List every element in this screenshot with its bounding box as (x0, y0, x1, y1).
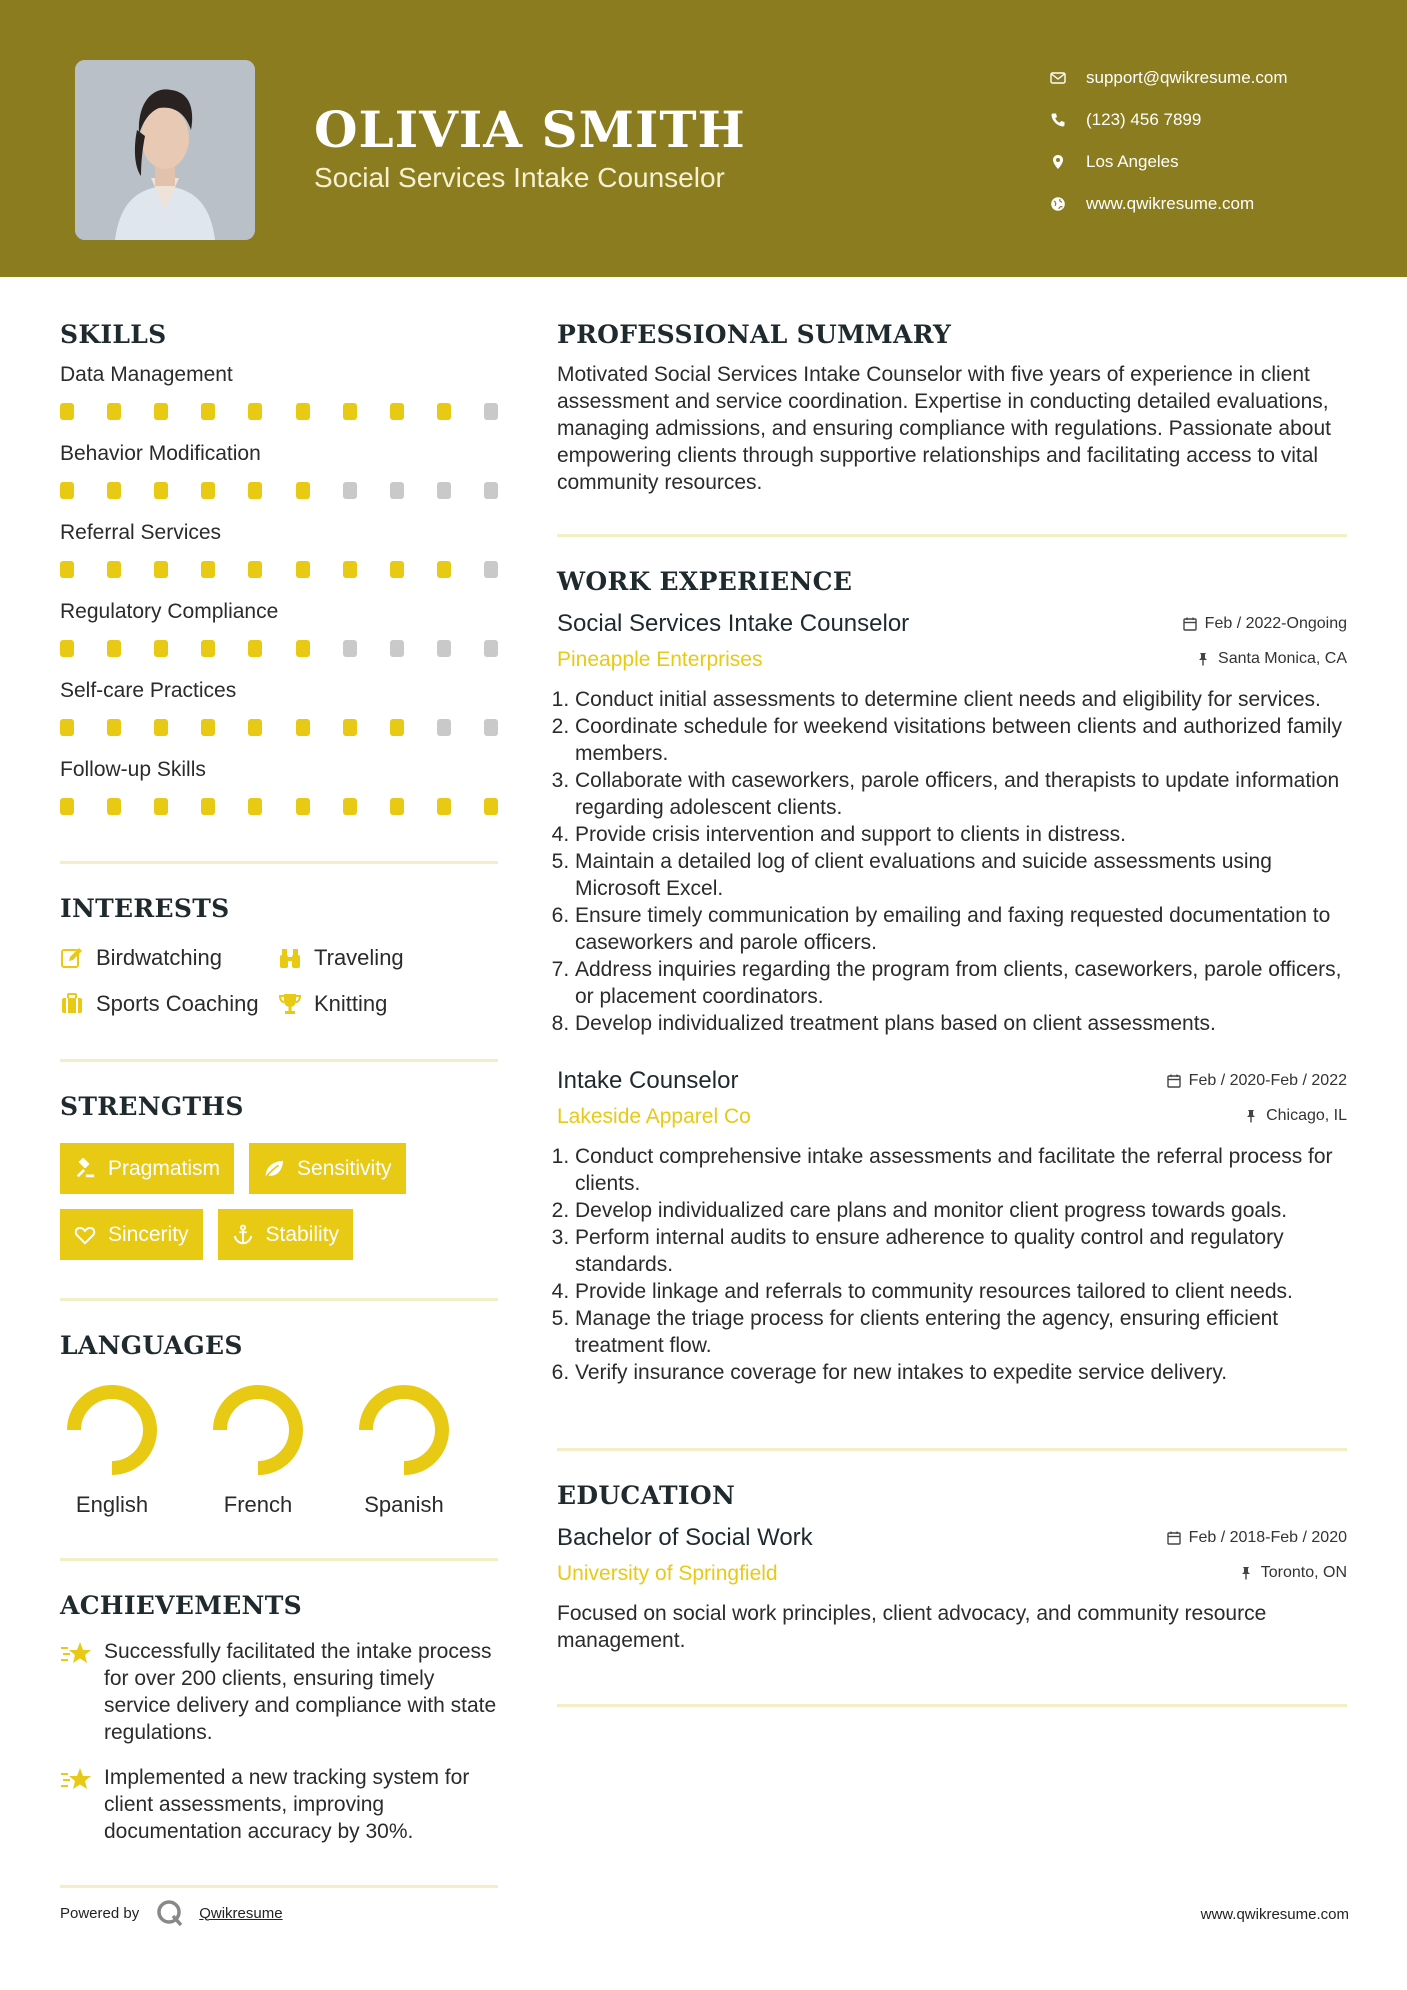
experience-heading: WORK EXPERIENCE (557, 567, 853, 596)
skill-name: Self-care Practices (60, 679, 237, 702)
skill-rating (60, 798, 498, 815)
strength-tag (218, 1209, 354, 1260)
interest-item (278, 991, 498, 1017)
heart-icon (74, 1224, 96, 1246)
duty-item: 3. Collaborate with caseworkers, parole officers, and therapists to update information regarding adolescent clients. (575, 767, 1347, 821)
rating-dot-filled (390, 403, 404, 420)
right-column (557, 320, 1347, 1707)
rating-dot-empty (390, 482, 404, 499)
rating-dot-empty (484, 482, 498, 499)
rating-dot-filled (248, 798, 262, 815)
rating-dot-filled (107, 403, 121, 420)
interests-list (60, 945, 498, 1017)
languages-list (60, 1382, 498, 1518)
job-location-text: Santa Monica, CA (1218, 650, 1347, 667)
rating-dot-filled (201, 403, 215, 420)
education-dates (1167, 1529, 1347, 1547)
rating-dot-filled (154, 798, 168, 815)
duty-item: 5. Manage the triage process for clients entering the agency, ensuring efficient treatment flow. (575, 1305, 1347, 1359)
rating-dot-filled (343, 798, 357, 815)
pushpin-icon (1196, 652, 1210, 666)
interest-item (60, 991, 278, 1017)
rating-dot-empty (343, 640, 357, 657)
strength-tag (60, 1143, 234, 1194)
rating-dot-filled (60, 798, 74, 815)
school-name: University of Springfield (557, 1562, 778, 1585)
rating-dot-filled (437, 798, 451, 815)
rating-dot-filled (248, 482, 262, 499)
rating-dot-filled (484, 798, 498, 815)
qwikresume-logo-icon (155, 1898, 185, 1928)
rating-dot-filled (390, 798, 404, 815)
language-name: French (223, 1492, 293, 1517)
globe-icon (1050, 196, 1066, 212)
skill-rating (60, 719, 498, 736)
anchor-icon (232, 1224, 254, 1246)
languages-heading: LANGUAGES (60, 1331, 243, 1360)
language-item (210, 1382, 306, 1518)
rating-dot-filled (296, 561, 310, 578)
job-title: Intake Counselor (557, 1067, 739, 1094)
language-name: English (75, 1492, 149, 1517)
calendar-icon (1167, 1531, 1181, 1545)
contact-location (1050, 141, 1288, 183)
pencil-note-icon (60, 946, 84, 970)
strength-tag (60, 1209, 203, 1260)
education-dates-text: Feb / 2018-Feb / 2020 (1188, 1529, 1347, 1546)
profile-photo (75, 60, 255, 240)
skill-rating (60, 561, 498, 578)
candidate-name: OLIVIA SMITH (314, 100, 746, 159)
strength-label: Stability (265, 1222, 340, 1246)
phone-icon (1050, 112, 1066, 128)
rating-dot-empty (343, 482, 357, 499)
strength-label: Sincerity (108, 1222, 189, 1246)
summary-text: Motivated Social Services Intake Counselor with five years of experience in client assessment and service coordination. Expertise in conducting detailed evaluations, managing admissions, and ensuring compliance with regulations. Passionate about empowering clients through supportive relationships and facilitating access to vital community resources. (557, 363, 1331, 494)
duty-item: 4. Provide crisis intervention and support to clients in distress. (575, 821, 1347, 848)
gavel-icon (74, 1158, 96, 1180)
section-divider (60, 1558, 498, 1561)
rating-dot-filled (343, 403, 357, 420)
trophy-icon (278, 992, 302, 1016)
rating-dot-filled (296, 403, 310, 420)
rating-dot-filled (248, 403, 262, 420)
skill-rating (60, 640, 498, 657)
job-dates-text: Feb / 2020-Feb / 2022 (1188, 1072, 1347, 1089)
section-divider (60, 1885, 498, 1888)
rating-dot-filled (390, 719, 404, 736)
rating-dot-empty (484, 561, 498, 578)
skill-item (60, 600, 498, 657)
section-divider (60, 1059, 498, 1062)
rating-dot-filled (60, 482, 74, 499)
rating-dot-filled (201, 482, 215, 499)
duty-item: 1. Conduct initial assessments to determine client needs and eligibility for services. (575, 686, 1347, 713)
rating-dot-filled (107, 719, 121, 736)
section-divider (557, 1704, 1347, 1707)
rating-dot-empty (437, 640, 451, 657)
skills-heading: SKILLS (60, 320, 167, 349)
rating-dot-filled (437, 561, 451, 578)
language-proficiency-arc (366, 1392, 442, 1468)
left-column (60, 320, 498, 1888)
candidate-role: Social Services Intake Counselor (314, 162, 725, 193)
contact-phone-text: (123) 456 7899 (1086, 110, 1202, 129)
rating-dot-filled (201, 798, 215, 815)
language-proficiency-ring (64, 1382, 160, 1478)
rating-dot-filled (107, 798, 121, 815)
education-heading: EDUCATION (557, 1481, 736, 1510)
skill-name: Referral Services (60, 521, 222, 544)
contact-list (1050, 57, 1288, 225)
skill-rating (60, 482, 498, 499)
summary-heading: PROFESSIONAL SUMMARY (557, 320, 952, 349)
rating-dot-empty (437, 719, 451, 736)
contact-website[interactable] (1050, 183, 1288, 225)
powered-by-text: Powered by (60, 1904, 140, 1922)
interest-label: Traveling (314, 945, 404, 970)
qwikresume-link[interactable]: Qwikresume (199, 1904, 283, 1922)
envelope-icon (1050, 70, 1066, 86)
language-proficiency-ring (210, 1382, 306, 1478)
contact-website-text: www.qwikresume.com (1086, 194, 1255, 213)
duty-item: 7. Address inquiries regarding the program from clients, caseworkers, parole officers, or placement coordinators. (575, 956, 1347, 1010)
interests-heading: INTERESTS (60, 894, 230, 923)
rating-dot-filled (248, 719, 262, 736)
degree-name: Bachelor of Social Work (557, 1524, 813, 1551)
person-portrait-image (75, 60, 255, 240)
rating-dot-empty (484, 403, 498, 420)
contact-email-text: support@qwikresume.com (1086, 68, 1288, 87)
education-location-text: Toronto, ON (1260, 1564, 1347, 1581)
rating-dot-filled (343, 719, 357, 736)
skill-name: Data Management (60, 363, 233, 386)
interest-item (278, 945, 498, 971)
duty-item: 1. Conduct comprehensive intake assessments and facilitate the referral process for clients. (575, 1143, 1347, 1197)
strengths-heading: STRENGTHS (60, 1092, 244, 1121)
education-description: Focused on social work principles, client advocacy, and community resource management. (557, 1602, 1267, 1652)
job-dates-text: Feb / 2022-Ongoing (1204, 615, 1347, 632)
rating-dot-filled (343, 561, 357, 578)
section-divider (557, 534, 1347, 537)
company-name: Pineapple Enterprises (557, 648, 763, 671)
achievement-item (60, 1638, 498, 1746)
pushpin-icon (1239, 1566, 1253, 1580)
duty-item: 5. Maintain a detailed log of client evaluations and suicide assessments using Microsoft Excel. (575, 848, 1347, 902)
section-divider (60, 861, 498, 864)
job-entry (557, 1067, 1347, 1386)
star-award-icon (60, 1766, 94, 1794)
education-entry (557, 1524, 1347, 1654)
skill-name: Regulatory Compliance (60, 600, 279, 623)
skill-item (60, 679, 498, 736)
language-proficiency-arc (220, 1392, 296, 1468)
job-location (1196, 650, 1347, 668)
footer-website[interactable]: www.qwikresume.com (1200, 1906, 1349, 1923)
company-name: Lakeside Apparel Co (557, 1105, 751, 1128)
binoculars-icon (278, 946, 302, 970)
rating-dot-filled (154, 482, 168, 499)
language-item (356, 1382, 452, 1518)
rating-dot-filled (201, 561, 215, 578)
calendar-icon (1167, 1074, 1181, 1088)
job-duties (557, 686, 1347, 1037)
achievement-text: Implemented a new tracking system for client assessments, improving documentation accuracy by 30%. (104, 1766, 470, 1843)
skill-item (60, 363, 498, 420)
job-dates (1183, 615, 1347, 633)
rating-dot-filled (248, 561, 262, 578)
language-item (64, 1382, 160, 1518)
briefcase-icon (60, 992, 84, 1016)
location-pin-icon (1050, 154, 1066, 170)
duty-item: 8. Develop individualized treatment plans based on client assessments. (575, 1010, 1347, 1037)
skills-list (60, 363, 498, 815)
pushpin-icon (1244, 1109, 1258, 1123)
education-location (1239, 1564, 1347, 1582)
job-location-text: Chicago, IL (1266, 1107, 1347, 1124)
skill-item (60, 442, 498, 499)
rating-dot-filled (390, 561, 404, 578)
rating-dot-filled (60, 403, 74, 420)
duty-item: 2. Develop individualized care plans and monitor client progress towards goals. (575, 1197, 1347, 1224)
achievements-heading: ACHIEVEMENTS (60, 1591, 302, 1620)
rating-dot-filled (154, 561, 168, 578)
strength-label: Sensitivity (297, 1156, 392, 1180)
contact-email[interactable] (1050, 57, 1288, 99)
strength-label: Pragmatism (108, 1156, 221, 1180)
language-proficiency-ring (356, 1382, 452, 1478)
strengths-list (60, 1143, 498, 1260)
job-location (1244, 1107, 1347, 1125)
rating-dot-filled (296, 482, 310, 499)
rating-dot-filled (107, 640, 121, 657)
skill-rating (60, 403, 498, 420)
interest-label: Sports Coaching (96, 991, 259, 1016)
rating-dot-filled (296, 640, 310, 657)
rating-dot-empty (484, 719, 498, 736)
contact-phone[interactable] (1050, 99, 1288, 141)
star-award-icon (60, 1640, 94, 1668)
duty-item: 2. Coordinate schedule for weekend visitations between clients and authorized family members. (575, 713, 1347, 767)
rating-dot-empty (390, 640, 404, 657)
rating-dot-filled (60, 561, 74, 578)
rating-dot-filled (154, 403, 168, 420)
rating-dot-filled (296, 719, 310, 736)
rating-dot-filled (201, 719, 215, 736)
achievement-item (60, 1764, 498, 1845)
skill-name: Follow-up Skills (60, 758, 206, 781)
rating-dot-filled (154, 719, 168, 736)
achievement-text: Successfully facilitated the intake process for over 200 clients, ensuring timely service delivery and compliance with state regulations. (104, 1640, 497, 1744)
skill-name: Behavior Modification (60, 442, 261, 465)
job-duties (557, 1143, 1347, 1386)
duty-item: 6. Ensure timely communication by emailing and faxing requested documentation to caseworkers and parole officers. (575, 902, 1347, 956)
rating-dot-filled (201, 640, 215, 657)
rating-dot-filled (437, 403, 451, 420)
rating-dot-filled (107, 561, 121, 578)
section-divider (60, 1298, 498, 1301)
resume-header (0, 0, 1407, 277)
leaf-icon (263, 1158, 285, 1180)
rating-dot-empty (484, 640, 498, 657)
interest-item (60, 945, 278, 971)
language-name: Spanish (364, 1492, 444, 1517)
rating-dot-filled (296, 798, 310, 815)
duty-item: 6. Verify insurance coverage for new intakes to expedite service delivery. (575, 1359, 1347, 1386)
rating-dot-filled (60, 719, 74, 736)
calendar-icon (1183, 617, 1197, 631)
duty-item: 4. Provide linkage and referrals to community resources tailored to client needs. (575, 1278, 1347, 1305)
job-dates (1167, 1072, 1347, 1090)
footer-powered-by (60, 1898, 283, 1928)
interest-label: Knitting (314, 991, 388, 1016)
interest-label: Birdwatching (96, 945, 222, 970)
job-title: Social Services Intake Counselor (557, 610, 910, 637)
rating-dot-empty (437, 482, 451, 499)
rating-dot-filled (154, 640, 168, 657)
strength-tag (249, 1143, 406, 1194)
language-proficiency-arc (74, 1392, 150, 1468)
rating-dot-filled (248, 640, 262, 657)
section-divider (557, 1448, 1347, 1451)
duty-item: 3. Perform internal audits to ensure adherence to quality control and regulatory standards. (575, 1224, 1347, 1278)
contact-location-text: Los Angeles (1086, 152, 1179, 171)
skill-item (60, 521, 498, 578)
skill-item (60, 758, 498, 815)
job-entry (557, 610, 1347, 1037)
rating-dot-filled (107, 482, 121, 499)
rating-dot-filled (60, 640, 74, 657)
